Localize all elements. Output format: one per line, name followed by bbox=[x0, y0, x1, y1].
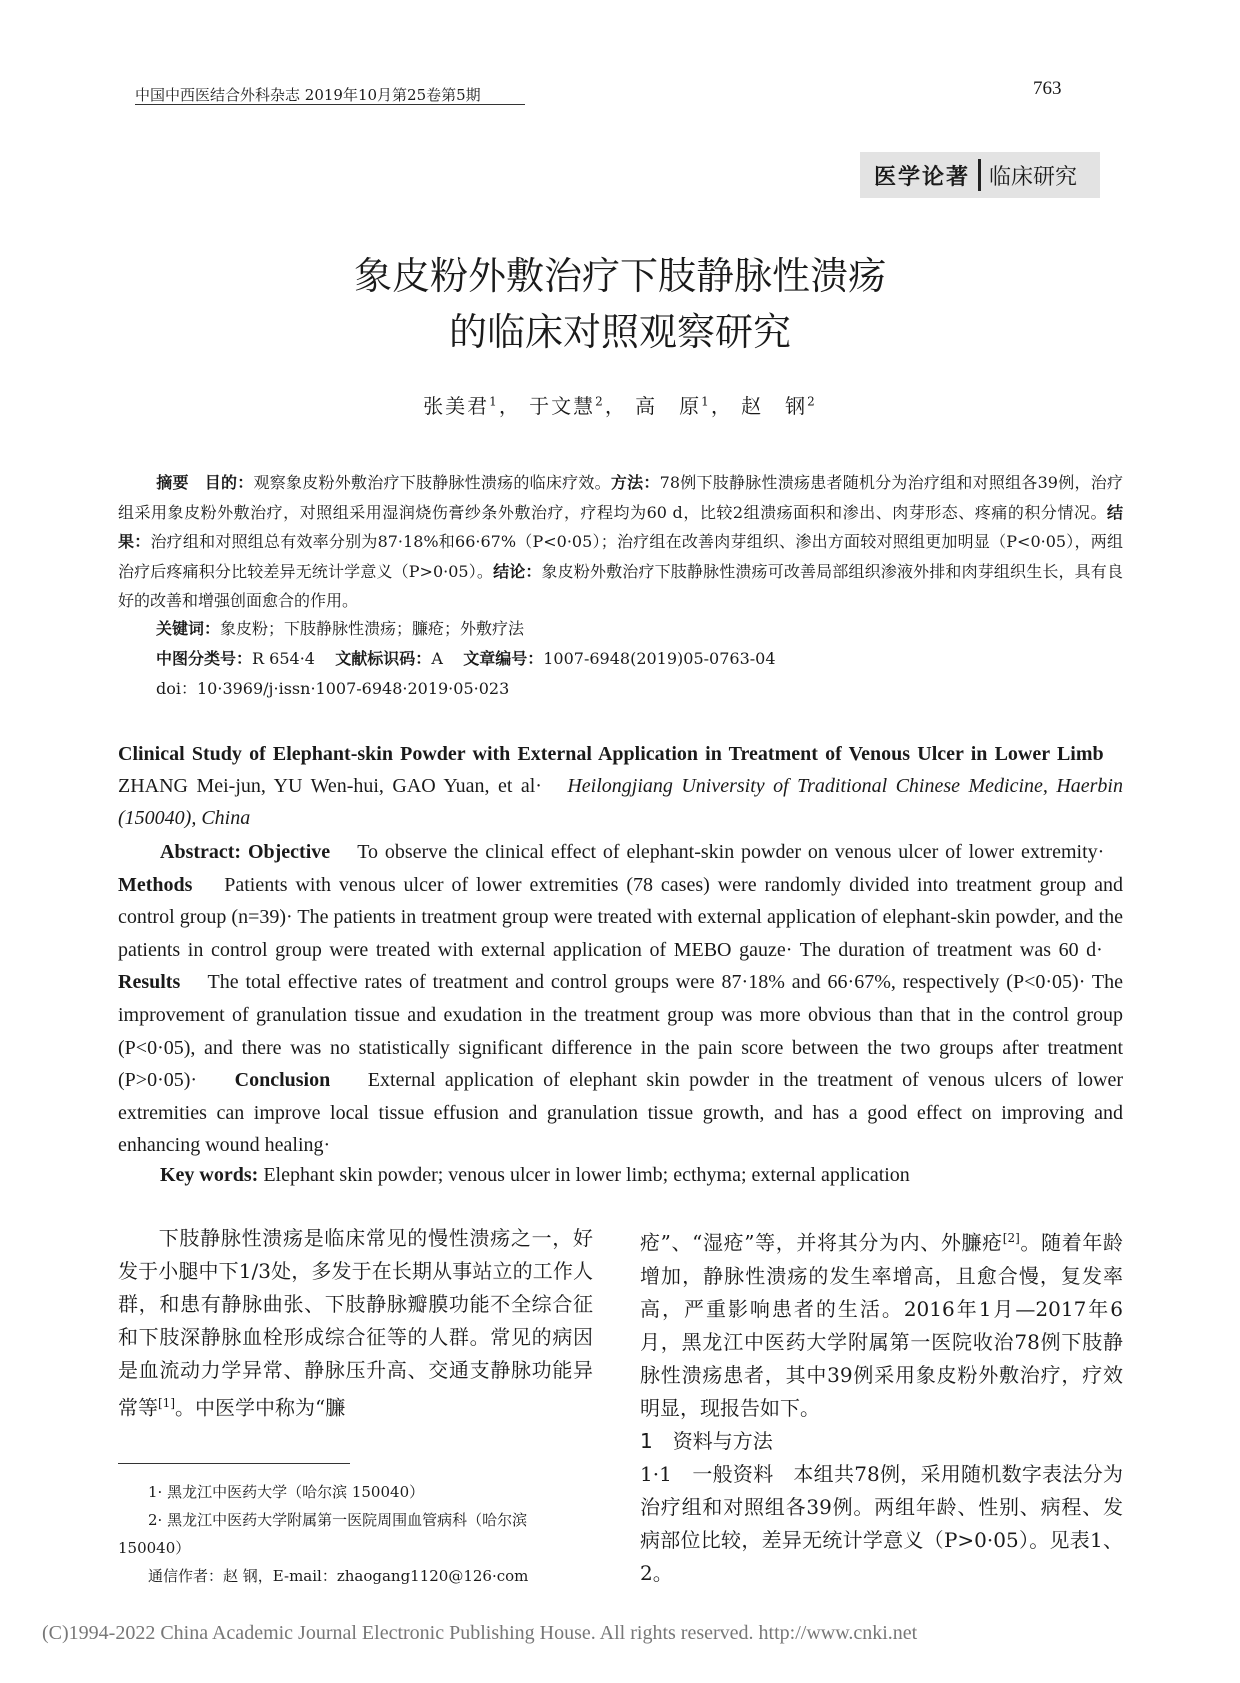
doi: doi：10·3969/j·issn·1007-6948·2019·05·023 bbox=[156, 679, 510, 698]
footnote-1: 1· 黑龙江中医药大学（哈尔滨 150040） bbox=[148, 1483, 425, 1501]
authors-en: ZHANG Mei-jun, YU Wen-hui, GAO Yuan, et al· bbox=[118, 775, 542, 797]
clc-value: R 654·4 bbox=[252, 649, 315, 668]
keywords-en-label: Key words: bbox=[160, 1164, 259, 1186]
author-affil: 2 bbox=[595, 394, 605, 409]
intro-paragraph-tail: 。中医学中称为“臁 bbox=[175, 1395, 346, 1420]
section-label-divider bbox=[978, 159, 981, 191]
author-name: 赵 钢 bbox=[741, 394, 808, 418]
methods-text: 78例下肢静脉性溃疡患者随机分为治疗组和对照组各39例，治疗组采用象皮粉外敷治疗，对照组采用湿润烧伤膏纱条外敷治疗，疗程均为60 d，比较2组溃疡面积和渗出、肉芽形态、疼痛的积分情况。 bbox=[118, 473, 1123, 522]
title-line-1: 象皮粉外敷治疗下肢静脉性溃疡 bbox=[353, 254, 886, 298]
objective-text: 观察象皮粉外敷治疗下肢静脉性溃疡的临床疗效。 bbox=[253, 473, 611, 492]
author-name: 高 原 bbox=[635, 394, 702, 418]
affiliation-en: Heilongjiang University of Traditional Chinese Medicine, Haerbin (150040), China bbox=[118, 775, 1123, 829]
methods-en-label: Methods bbox=[118, 873, 193, 896]
section-label-right: 临床研究 bbox=[989, 164, 1078, 190]
author-affil: 2 bbox=[807, 394, 817, 409]
methods-en-text: Patients with venous ulcer of lower extremities (78 cases) were randomly divided into treatment group and control group (n=39)· The patients in treatment group were treated with external application of elephant-skin powder, and the patients in control group were treated with external application of MEBO gauze· The duration of treatment was 60 d· bbox=[118, 873, 1123, 961]
abstract-en-label: Abstract: bbox=[160, 841, 242, 863]
intro-continued-tail: 。随着年龄增加，静脉性溃疡的发生率增高，且愈合慢，复发率高，严重影响患者的生活。2016年1月—2017年6月，黑龙江中医药大学附属第一医院收治78例下肢静脉性溃疡患者，其中39例采用象皮粉外敷治疗，疗效明显，现报告如下。 bbox=[640, 1230, 1123, 1420]
copyright-line: (C)1994-2022 China Academic Journal Electronic Publishing House. All rights reserved. http://www.cnki.net bbox=[42, 1622, 918, 1644]
methods-label: 方法： bbox=[610, 473, 660, 492]
title-line-2: 的临床对照观察研究 bbox=[448, 310, 791, 354]
reference-1[interactable]: [1] bbox=[158, 1396, 175, 1410]
author-name: 张美君 bbox=[423, 394, 490, 418]
authors-cn: 张美君$^1$， 于文慧$^2$， 高 原$^1$， 赵 钢$^2$ bbox=[423, 394, 817, 418]
abstract-en bbox=[118, 836, 1123, 1162]
keywords-cn-text: 象皮粉；下肢静脉性溃疡；臁疮；外敷疗法 bbox=[220, 619, 525, 638]
classification-line bbox=[156, 646, 776, 669]
article-value: 1007-6948(2019)05-0763-04 bbox=[543, 649, 776, 668]
abstract-cn bbox=[118, 468, 1123, 616]
subsection-text: 本组共78例，采用随机数字表法分为治疗组和对照组各39例。两组年龄、性别、病程、发病部位比较，差异无统计学意义（P>0·05）。见表1、2。 bbox=[640, 1461, 1123, 1585]
title-en-text: Clinical Study of Elephant-skin Powder with External Application in Treatment of Venous Ulcer in Lower Limb bbox=[118, 743, 1104, 765]
keywords-cn bbox=[156, 616, 524, 639]
header-rule bbox=[135, 104, 525, 105]
body-column-left bbox=[118, 1222, 593, 1425]
reference-2[interactable]: [2] bbox=[1002, 1231, 1020, 1245]
article-label: 文章编号： bbox=[463, 649, 544, 668]
intro-paragraph: 下肢静脉性溃疡是临床常见的慢性溃疡之一，好发于小腿中下1/3处，多发于在长期从事站立的工作人群，和患有静脉曲张、下肢静脉瓣膜功能不全综合征和下肢深静脉血栓形成综合征等的人群。常见的病因是血流动力学异常、静脉压升高、交通支静脉功能异常等 bbox=[118, 1226, 593, 1420]
objective-en-label: Objective bbox=[247, 841, 331, 863]
article-title-en bbox=[118, 738, 1123, 834]
objective-label: 目的： bbox=[204, 473, 254, 492]
abstract-cn-label: 摘要 bbox=[156, 473, 189, 492]
doc-label: 文献标识码： bbox=[335, 649, 432, 668]
keywords-en-text: Elephant skin powder; venous ulcer in lower limb; ecthyma; external application bbox=[263, 1164, 910, 1186]
section-label-left: 医学论著 bbox=[874, 163, 971, 190]
results-en-label: Results bbox=[118, 971, 181, 994]
corresponding-author: 通信作者：赵 钢，E-mail：zhaogang1120@126·com bbox=[148, 1567, 529, 1585]
footnote-2: 2· 黑龙江中医药大学附属第一医院周围血管病科（哈尔滨 150040） bbox=[118, 1511, 528, 1557]
doc-value: A bbox=[431, 649, 443, 668]
section-heading-1: 1 资料与方法 bbox=[640, 1428, 773, 1453]
results-en-text: The total effective rates of treatment and control groups were 87·18% and 66·67%, respectively (P<0·05)· The improvement of granulation tissue and exudation in the treatment group was more obvious than that in the control group (P<0·05), and there was no statistically significant difference in the pain score between the two groups after treatment (P>0·05)· bbox=[118, 971, 1123, 1092]
keywords-cn-label: 关键词： bbox=[156, 619, 221, 638]
article-title-cn bbox=[0, 248, 1240, 360]
author-affil: 1 bbox=[701, 394, 711, 409]
keywords-en bbox=[160, 1164, 910, 1187]
clc-label: 中图分类号： bbox=[156, 649, 253, 668]
conclusion-text: 象皮粉外敷治疗下肢静脉性溃疡可改善局部组织渗液外排和肉芽组织生长，具有良好的改善和增强创面愈合的作用。 bbox=[118, 561, 1123, 610]
results-text: 治疗组和对照组总有效率分别为87·18%和66·67%（P<0·05）；治疗组在改善肉芽组织、渗出方面较对照组更加明显（P<0·05），两组治疗后疼痛积分比较差异无统计学意义（P>0·05）。 bbox=[118, 532, 1123, 581]
conclusion-label: 结论： bbox=[493, 561, 542, 581]
section-label bbox=[860, 152, 1100, 198]
objective-en-text: To observe the clinical effect of elephant-skin powder on venous ulcer of lower extremity· bbox=[357, 841, 1105, 863]
conclusion-en-text: External application of elephant skin powder in the treatment of venous ulcers of lower extremities can improve local tissue effusion and granulation tissue growth, and has a good effect on improving and enhancing wound healing· bbox=[118, 1069, 1124, 1157]
subsection-label: 1·1 一般资料 bbox=[640, 1461, 774, 1486]
body-column-right bbox=[640, 1222, 1123, 1590]
journal-header: 中国中西医结合外科杂志 2019年10月第25卷第5期 bbox=[135, 86, 481, 104]
footnote-rule bbox=[118, 1463, 350, 1464]
author-name: 于文慧 bbox=[529, 394, 596, 418]
intro-continued: 疮”、“湿疮”等，并将其分为内、外臁疮 bbox=[640, 1230, 1003, 1255]
author-affil: 1 bbox=[489, 394, 499, 409]
results-label: 结果： bbox=[118, 502, 1123, 551]
page-number: 763 bbox=[1033, 78, 1062, 99]
conclusion-en-label: Conclusion bbox=[234, 1069, 331, 1092]
